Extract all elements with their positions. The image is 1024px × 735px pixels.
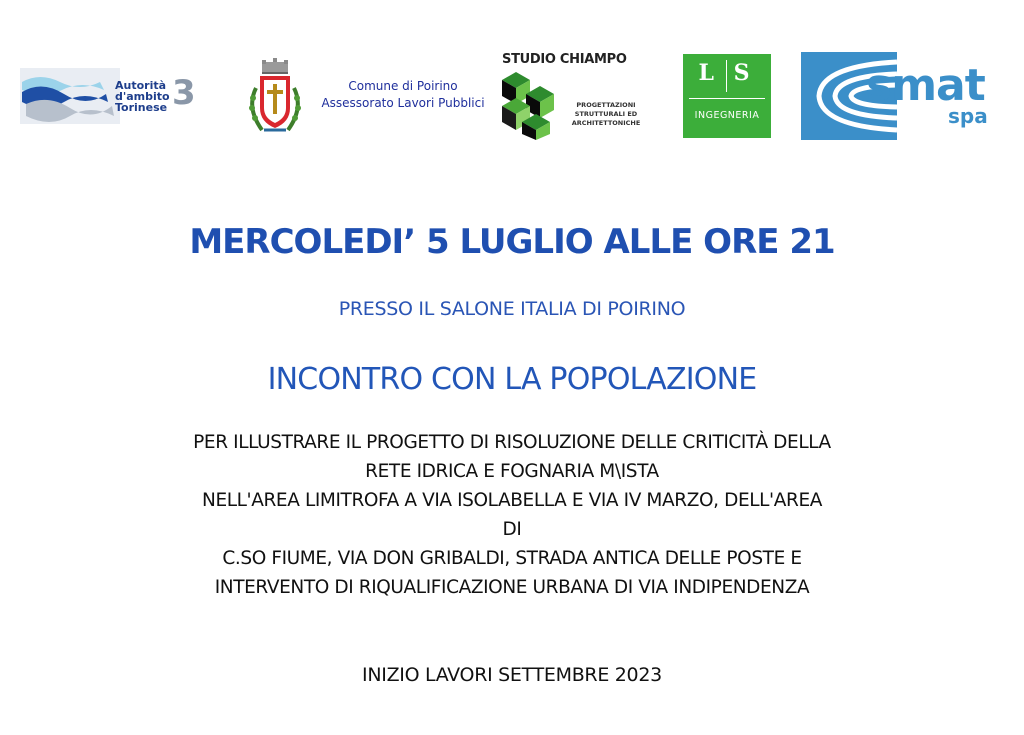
comune-poirino-logo: [240, 58, 490, 138]
ato-label: [115, 80, 170, 113]
smat-logo-text: [866, 60, 1006, 134]
event-date-headline: MERCOLEDI’ 5 LUGLIO ALLE ORE 21: [189, 222, 835, 262]
chiampo-subtitle: [568, 101, 644, 128]
ls-divider: [726, 60, 727, 92]
ls-ingegneria-logo: [683, 54, 771, 138]
smat-word: smat: [866, 60, 985, 111]
chiampo-title: STUDIO CHIAMPO: [502, 52, 627, 67]
description-line: PER ILLUSTRARE IL PROGETTO DI RISOLUZIONE DELLE CRITICITÀ DELLA: [193, 432, 831, 453]
comune-line1: Comune di Poirino: [348, 79, 458, 93]
event-place-line: PRESSO IL SALONE ITALIA DI POIRINO: [338, 298, 686, 320]
coat-of-arms-icon: [240, 58, 310, 138]
comune-line2: Assessorato Lavori Pubblici: [321, 96, 485, 110]
description-line: DI: [502, 519, 522, 540]
logo-bar: [0, 0, 1024, 170]
ato-line3: Torinese: [115, 101, 168, 114]
event-title: INCONTRO CON LA POPOLAZIONE: [267, 362, 757, 397]
ls-subtitle: INGEGNERIA: [694, 110, 760, 121]
cube-pattern-icon: [498, 72, 560, 142]
chiampo-sub1: PROGETTAZIONI: [576, 101, 636, 109]
smat-spa: spa: [948, 104, 988, 128]
chiampo-sub3: ARCHITETTONICHE: [571, 119, 641, 127]
ls-rule: [689, 98, 765, 99]
event-description: [0, 428, 1024, 602]
ato-torinese-logo: [20, 68, 196, 124]
ato-wave-icon: [20, 68, 120, 124]
works-start-line: INIZIO LAVORI SETTEMBRE 2023: [362, 664, 662, 686]
description-line: C.SO FIUME, VIA DON GRIBALDI, STRADA ANTICA DELLE POSTE E: [222, 548, 802, 569]
studio-chiampo-logo: [498, 52, 648, 144]
description-line: RETE IDRICA E FOGNARIA M\ISTA: [365, 461, 659, 482]
ls-letter-l: L: [698, 60, 720, 86]
description-line: INTERVENTO DI RIQUALIFICAZIONE URBANA DI VIA INDIPENDENZA: [214, 577, 810, 598]
description-line: NELL'AREA LIMITROFA A VIA ISOLABELLA E VIA IV MARZO, DELL'AREA: [202, 490, 822, 511]
comune-label: [318, 78, 488, 112]
ls-letter-s: S: [733, 60, 756, 86]
ato-line2: d'ambito: [115, 90, 170, 103]
ato-numeral: 3: [172, 73, 196, 113]
ls-letters: [683, 60, 771, 86]
ato-line1: Autorità: [115, 79, 167, 92]
chiampo-sub2: STRUTTURALI ED: [574, 110, 638, 118]
